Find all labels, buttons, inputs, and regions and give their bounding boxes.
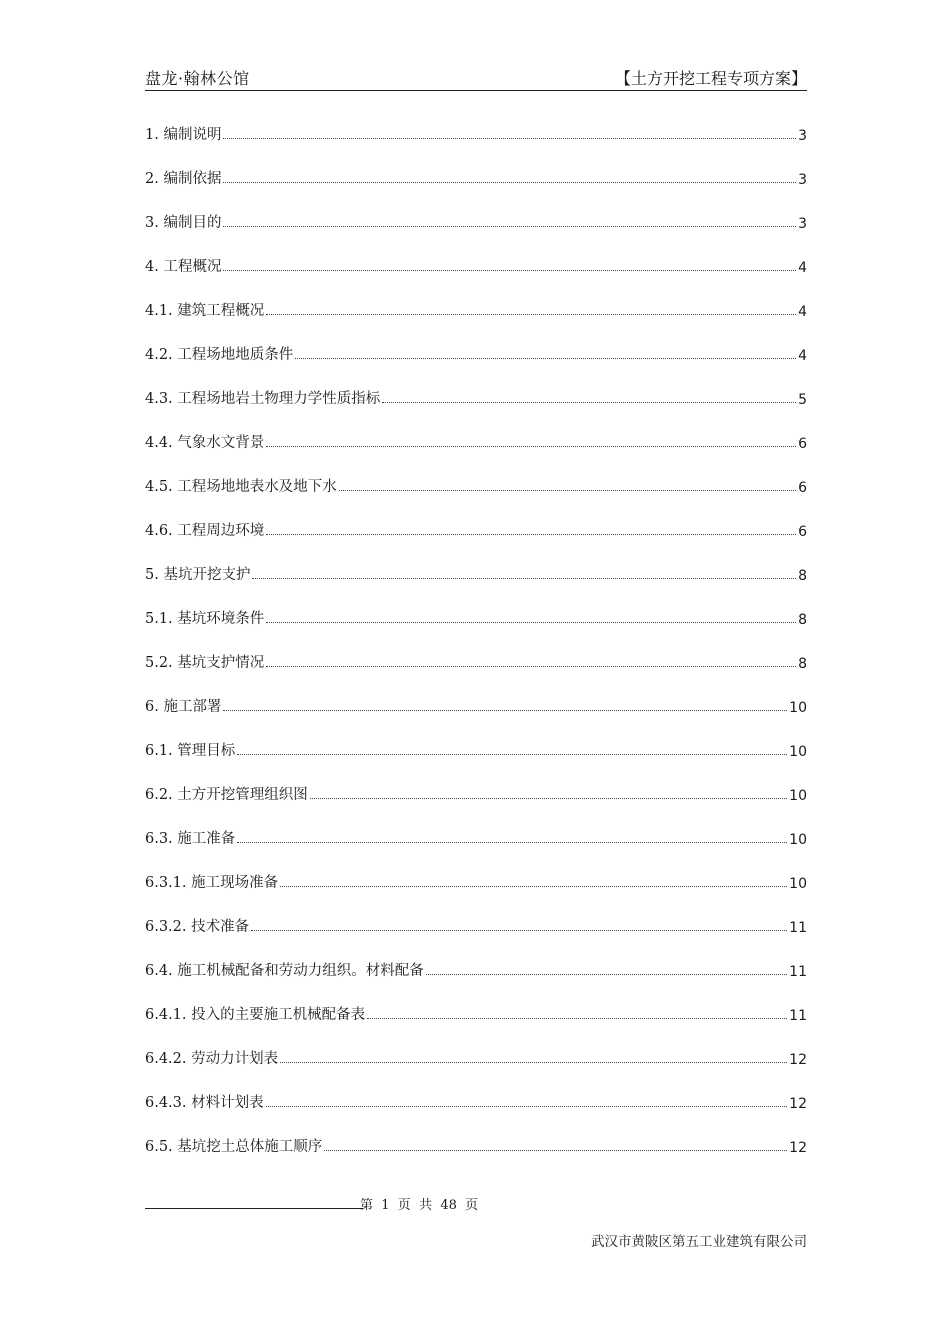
toc-entry-page: 12: [789, 1096, 807, 1112]
page-header: [145, 64, 807, 91]
toc-entry-label: 4.4. 气象水文背景: [145, 435, 265, 451]
toc-entry-label: 6. 施工部署: [145, 699, 222, 715]
toc-entry-label: 4.1. 建筑工程概况: [145, 303, 265, 319]
toc-leader-dots: [295, 358, 796, 359]
toc-entry-page: 8: [798, 568, 807, 584]
toc-leader-dots: [223, 710, 787, 711]
toc-entry-label: 6.3.1. 施工现场准备: [145, 875, 279, 891]
toc-entry[interactable]: [145, 604, 807, 628]
toc-entry-page: 6: [798, 480, 807, 496]
toc-entry-page: 8: [798, 612, 807, 628]
toc-entry[interactable]: [145, 384, 807, 408]
toc-entry[interactable]: [145, 516, 807, 540]
toc-entry-label: 5. 基坑开挖支护: [145, 567, 251, 583]
toc-leader-dots: [426, 974, 787, 975]
toc-entry-label: 6.1. 管理目标: [145, 743, 236, 759]
toc-entry-page: 6: [798, 436, 807, 452]
toc-entry[interactable]: [145, 164, 807, 188]
toc-entry-page: 11: [789, 920, 807, 936]
toc-leader-dots: [324, 1150, 787, 1151]
toc-entry-page: 11: [789, 1008, 807, 1024]
toc-entry[interactable]: [145, 956, 807, 980]
toc-entry-page: 3: [798, 128, 807, 144]
toc-leader-dots: [367, 1018, 787, 1019]
toc-leader-dots: [266, 446, 796, 447]
toc-entry-label: 6.4.1. 投入的主要施工机械配备表: [145, 1007, 366, 1023]
toc-entry-label: 6.3.2. 技术准备: [145, 919, 250, 935]
page-number: 第 1 页 共 48 页: [360, 1198, 479, 1213]
toc-leader-dots: [223, 138, 796, 139]
toc-entry-label: 6.2. 土方开挖管理组织图: [145, 787, 308, 803]
toc-entry-label: 6.4.3. 材料计划表: [145, 1095, 264, 1111]
toc-entry-label: 1. 编制说明: [145, 127, 222, 143]
toc-leader-dots: [223, 226, 796, 227]
toc-entry-label: 4.5. 工程场地地表水及地下水: [145, 479, 337, 495]
toc-leader-dots: [251, 930, 787, 931]
toc-leader-dots: [266, 622, 796, 623]
toc-entry[interactable]: [145, 296, 807, 320]
toc-entry[interactable]: [145, 120, 807, 144]
toc-entry-page: 10: [789, 876, 807, 892]
toc-entry-label: 6.4. 施工机械配备和劳动力组织。材料配备: [145, 963, 424, 979]
toc-leader-dots: [237, 842, 787, 843]
toc-leader-dots: [223, 270, 796, 271]
toc-entry[interactable]: [145, 208, 807, 232]
toc-entry[interactable]: [145, 1088, 807, 1112]
toc-entry[interactable]: [145, 912, 807, 936]
toc-entry-label: 2. 编制依据: [145, 171, 222, 187]
toc-leader-dots: [382, 402, 796, 403]
toc-entry[interactable]: [145, 736, 807, 760]
toc-entry-label: 4.2. 工程场地地质条件: [145, 347, 294, 363]
toc-entry-page: 10: [789, 832, 807, 848]
toc-entry-page: 10: [789, 700, 807, 716]
toc-entry[interactable]: [145, 252, 807, 276]
toc-entry-page: 4: [798, 304, 807, 320]
toc-entry[interactable]: [145, 340, 807, 364]
toc-entry[interactable]: [145, 824, 807, 848]
toc-leader-dots: [223, 182, 796, 183]
toc-entry-label: 4.3. 工程场地岩土物理力学性质指标: [145, 391, 381, 407]
toc-leader-dots: [310, 798, 787, 799]
toc-entry[interactable]: [145, 1132, 807, 1156]
toc-entry[interactable]: [145, 428, 807, 452]
project-name: 盘龙·翰林公馆: [145, 69, 250, 88]
document-title: 【土方开挖工程专项方案】: [614, 69, 807, 88]
toc-entry-page: 5: [798, 392, 807, 408]
toc-entry-page: 4: [798, 348, 807, 364]
toc-entry-label: 4.6. 工程周边环境: [145, 523, 265, 539]
toc-leader-dots: [280, 1062, 787, 1063]
toc-entry-page: 12: [789, 1052, 807, 1068]
toc-entry-page: 4: [798, 260, 807, 276]
toc-entry[interactable]: [145, 560, 807, 584]
toc-leader-dots: [266, 666, 796, 667]
toc-entry-page: 11: [789, 964, 807, 980]
toc-leader-dots: [252, 578, 796, 579]
toc-entry[interactable]: [145, 868, 807, 892]
toc-entry[interactable]: [145, 692, 807, 716]
footer-rule: [145, 1208, 363, 1209]
toc-entry-label: 4. 工程概况: [145, 259, 222, 275]
toc-entry[interactable]: [145, 1000, 807, 1024]
toc-entry-label: 6.5. 基坑挖土总体施工顺序: [145, 1139, 323, 1155]
toc-leader-dots: [339, 490, 796, 491]
toc-entry[interactable]: [145, 472, 807, 496]
toc-entry-page: 10: [789, 788, 807, 804]
toc-leader-dots: [280, 886, 787, 887]
toc-entry[interactable]: [145, 780, 807, 804]
toc-entry-page: 3: [798, 216, 807, 232]
toc-leader-dots: [266, 1106, 788, 1107]
toc-entry-label: 6.4.2. 劳动力计划表: [145, 1051, 279, 1067]
toc-entry-page: 12: [789, 1140, 807, 1156]
toc-entry[interactable]: [145, 648, 807, 672]
company-name: 武汉市黄陂区第五工业建筑有限公司: [591, 1234, 807, 1250]
toc-entry-label: 5.2. 基坑支护情况: [145, 655, 265, 671]
toc-leader-dots: [237, 754, 787, 755]
toc-entry[interactable]: [145, 1044, 807, 1068]
toc-entry-page: 8: [798, 656, 807, 672]
toc-leader-dots: [266, 314, 796, 315]
toc-entry-label: 3. 编制目的: [145, 215, 222, 231]
toc-entry-label: 5.1. 基坑环境条件: [145, 611, 265, 627]
toc-entry-label: 6.3. 施工准备: [145, 831, 236, 847]
toc-entry-page: 10: [789, 744, 807, 760]
toc-entry-page: 6: [798, 524, 807, 540]
toc-entry-page: 3: [798, 172, 807, 188]
toc-leader-dots: [266, 534, 796, 535]
